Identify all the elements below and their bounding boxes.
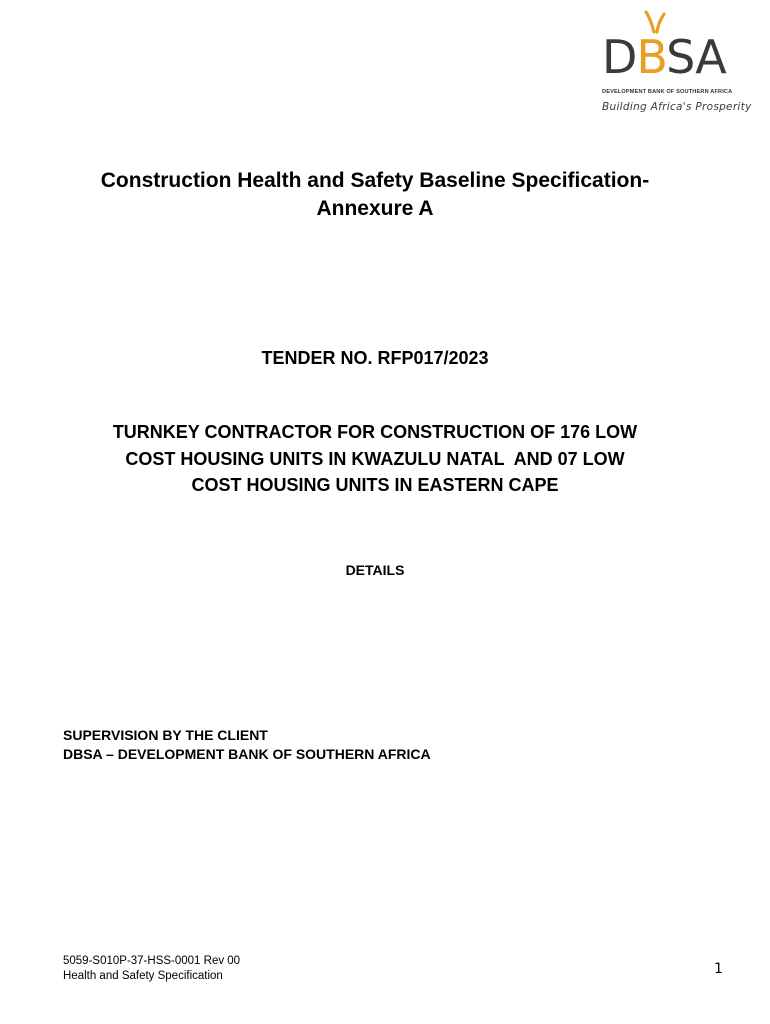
logo-subtitle: DEVELOPMENT BANK OF SOUTHERN AFRICA [602, 89, 733, 95]
page-number: 1 [714, 961, 723, 977]
footer-doc-number: 5059-S010P-37-HSS-0001 Rev 00 [63, 955, 241, 967]
footer-document-info [63, 954, 240, 984]
document-title [60, 167, 690, 223]
supervision-line-2: DBSA – DEVELOPMENT BANK OF SOUTHERN AFRICA [63, 746, 431, 762]
document-title-line-2: Annexure A [316, 197, 434, 220]
supervision-block [63, 726, 663, 764]
document-title-line-1: Construction Health and Safety Baseline Specification- [100, 169, 650, 192]
logo-letter-d: D [602, 30, 637, 84]
logo-wordmark [602, 30, 726, 84]
logo-letter-b: B [636, 30, 667, 84]
supervision-line-1: SUPERVISION BY THE CLIENT [63, 727, 268, 743]
dbsa-logo [598, 10, 758, 113]
contract-title-line-2: COST HOUSING UNITS IN KWAZULU NATAL AND 07 LOW [125, 448, 625, 469]
contract-title-line-1: TURNKEY CONTRACTOR FOR CONSTRUCTION OF 176 LOW [112, 422, 638, 442]
footer-doc-name: Health and Safety Specification [63, 970, 223, 982]
details-heading: DETAILS [345, 562, 405, 578]
contract-title [70, 419, 680, 499]
logo-letters-sa: SA [666, 30, 726, 84]
logo-tagline: Building Africa's Prosperity [602, 101, 752, 113]
contract-title-line-3: COST HOUSING UNITS IN EASTERN CAPE [191, 475, 559, 495]
tender-number: TENDER NO. RFP017/2023 [261, 348, 489, 368]
